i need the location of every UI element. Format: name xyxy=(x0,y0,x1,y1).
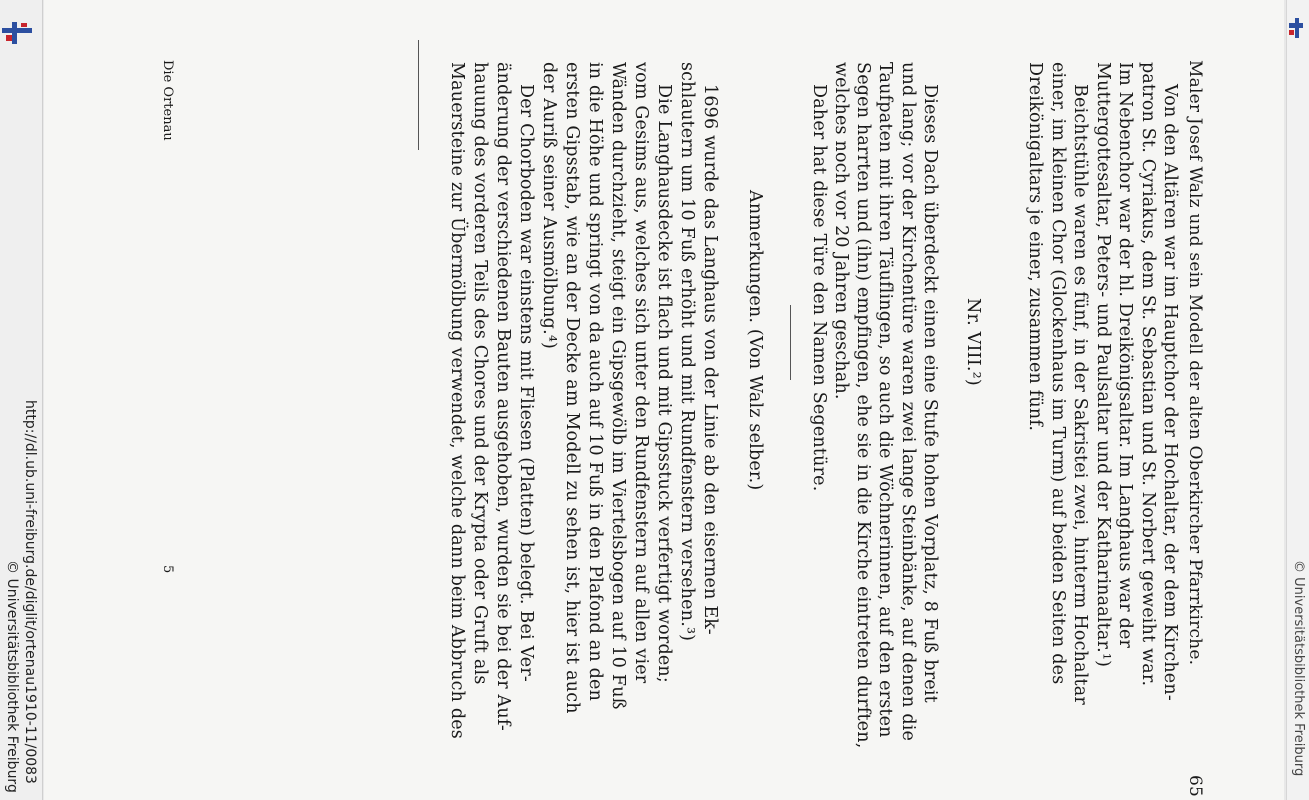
signature-mark: Die Ortenau xyxy=(160,60,175,141)
text-line: Von den Altären war im Hauptchor der Hochaltar, der dem Kirchen- xyxy=(1160,84,1180,701)
library-logo-icon xyxy=(2,22,32,44)
copyright-note: © Universitätsbibliothek Freiburg xyxy=(4,560,20,793)
text-line: Wänden durchzieht, steigt ein Gipsgewölb im Viertelsbogen auf 10 Fuß xyxy=(608,62,628,710)
text-line: und lang; vor der Kirchentüre waren zwei lange Steinbänke, auf denen die xyxy=(897,62,918,742)
text-line: Der Chorboden war einstens mit Fliesen (Platten) belegt. Bei Ver- xyxy=(516,84,536,683)
text-line: Die Langhausdecke ist flach und mit Gipsstuck verfertigt worden; xyxy=(654,84,674,683)
divider-rule xyxy=(790,305,791,380)
source-url-link[interactable]: http://dl.ub.uni-freiburg.de/diglit/ortenau1910-11/0083 xyxy=(22,400,38,784)
text-line: Daher hat diese Türe den Namen Segentüre. xyxy=(808,84,829,492)
text-line: Segen harrten und (ihn) empfingen, ehe sie in die Kirche eintreten durften, xyxy=(853,62,874,749)
text-line: einer, im kleinen Chor (Glockenhaus im Turm) auf beiden Seiten des xyxy=(1047,62,1068,685)
copyright-note-right: © Universitätsbibliothek Freiburg xyxy=(1291,560,1306,777)
text-line: 1696 wurde das Langhaus von der Linie ab den eisernen Ek- xyxy=(700,84,720,635)
text-line: hauung des vorderen Teils des Chores und der Krypta oder Gruft als xyxy=(470,62,490,685)
running-header: Maler Josef Walz und sein Modell der alten Oberkircher Pfarrkirche. xyxy=(1185,60,1205,666)
text-line: Taufpaten mit ihren Täuflingen, so auch die Wöchnerinnen, auf den ersten xyxy=(875,62,896,738)
signature-number: 5 xyxy=(160,565,175,574)
text-line: Mauersteine zur Übermölbung verwendet, welche dann beim Abbruch des xyxy=(447,62,467,739)
text-line: Muttergottesaltar, Peters- und Paulsaltar und der Katharinaaltar.¹) xyxy=(1092,62,1113,668)
notes-title: Anmerkungen. (Von Walz selber.) xyxy=(745,190,765,491)
text-line: ersten Gipsstab, wie an der Decke am Modell zu sehen ist, hier ist auch xyxy=(562,62,582,714)
text-line: der Auriß seiner Ausmölbung.⁴) xyxy=(539,62,559,350)
text-line: vom Gesims aus, welches sich unter den Rundfenstern auf allen vier xyxy=(631,62,651,684)
text-line: Beichtstühle waren es fünf, in der Sakristei zwei, hinterm Hochaltar xyxy=(1070,84,1090,705)
text-line: Im Nebenchor war der hl. Dreikönigsaltar. Im Langhaus war der xyxy=(1115,62,1135,649)
text-line: schlautern um 10 Fuß erhöht und mit Rundfenstern versehen.³) xyxy=(677,62,697,642)
text-line: Dreikönigaltars je einer, zusammen fünf. xyxy=(1025,62,1045,432)
section-title: Nr. VIII.²) xyxy=(963,298,983,386)
page-number: 65 xyxy=(1185,775,1205,798)
text-line: änderung der verschiedenen Bauten ausgehoben, wurden sie bei der Auf- xyxy=(493,62,513,732)
text-line: patron St. Cyriakus, dem St. Sebastian und St. Norbert geweiht war. xyxy=(1137,62,1158,687)
text-line: welches noch vor 20 Jahren geschah. xyxy=(830,62,851,400)
text-line: in die Höhe und springt von da auch auf 10 Fuß in den Plafond an den xyxy=(585,62,605,702)
text-line: Dieses Dach überdeckt einen eine Stufe hohen Vorplatz, 8 Fuß breit xyxy=(920,84,940,703)
library-logo-icon xyxy=(1289,18,1303,40)
footnote-rule xyxy=(418,40,419,150)
